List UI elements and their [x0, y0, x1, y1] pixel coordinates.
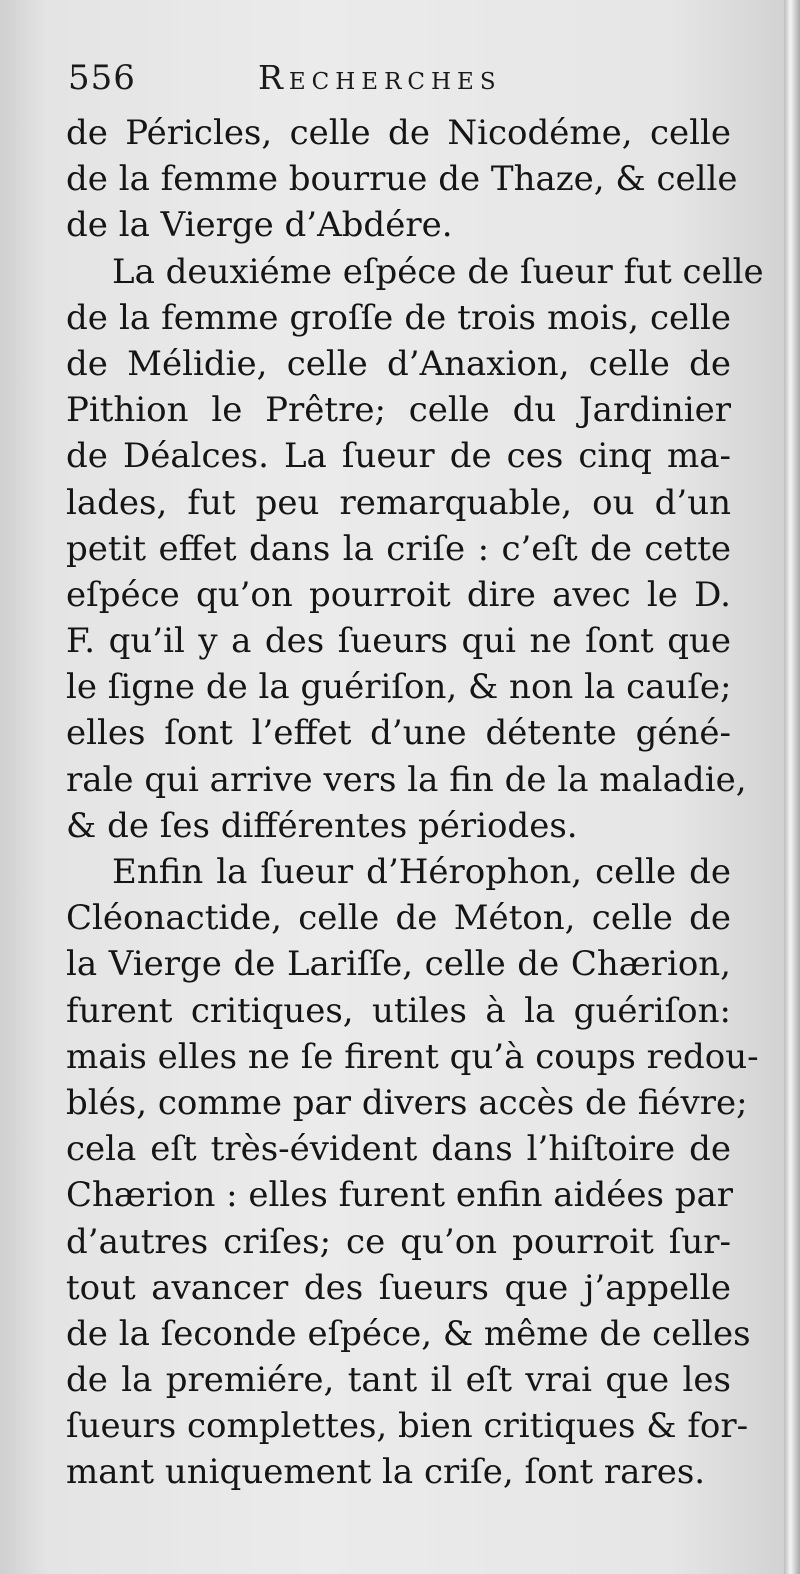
- text-line: cela eſt très-évident dans l’hiſtoire de: [66, 1129, 731, 1170]
- page-number: 556: [68, 58, 136, 98]
- text-line: mais elles ne ſe firent qu’à coups redou-: [66, 1036, 759, 1077]
- text-line: de Péricles, celle de Nicodéme, celle: [66, 113, 731, 153]
- text-line: de la premiére, tant il eſt vrai que les: [66, 1360, 731, 1401]
- text-line: le ſigne de la guériſon, & non la cauſe;: [66, 667, 732, 708]
- text-line: de Déalces. La ſueur de ces cinq ma-: [66, 436, 731, 477]
- text-line: blés, comme par divers accès de fiévre;: [66, 1082, 748, 1123]
- paragraph-first-line: La deuxiéme eſpéce de ſueur fut celle: [112, 251, 764, 292]
- text-line: elles ſont l’effet d’une détente géné-: [66, 713, 731, 754]
- text-line: & de ſes différentes périodes.: [66, 805, 578, 846]
- text-line: rale qui arrive vers la fin de la maladie,: [66, 759, 747, 800]
- text-line: de la femme groſſe de trois mois, celle: [66, 297, 731, 338]
- text-line: la Vierge de Lariſſe, celle de Chærion,: [66, 944, 731, 985]
- text-line: de Mélidie, celle d’Anaxion, celle de: [66, 343, 731, 384]
- text-line: lades, fut peu remarquable, ou d’un: [66, 482, 731, 523]
- text-line: de la Vierge d’Abdére.: [66, 205, 453, 246]
- paragraph-first-line: Enfin la ſueur d’Hérophon, celle de: [112, 852, 731, 892]
- text-line: petit effet dans la criſe : c’eſt de cette: [66, 528, 731, 569]
- binding-gutter: [784, 0, 800, 1574]
- text-line: tout avancer des ſueurs que j’appelle: [66, 1267, 731, 1308]
- text-line: F. qu’il y a des ſueurs qui ne ſont que: [66, 621, 731, 662]
- running-title: Recherches: [258, 58, 502, 97]
- text-line: de la femme bourrue de Thaze, & celle: [66, 159, 738, 200]
- text-line: d’autres criſes; ce qu’on pourroit ſur-: [66, 1221, 731, 1262]
- text-line: eſpéce qu’on pourroit dire avec le D.: [66, 574, 731, 615]
- text-line: Pithion le Prêtre; celle du Jardinier: [66, 390, 731, 431]
- body-text: [66, 110, 764, 1496]
- text-line: furent critiques, utiles à la guériſon:: [66, 990, 731, 1031]
- text-line: mant uniquement la criſe, ſont rares.: [66, 1452, 706, 1493]
- text-line: Cléonactide, celle de Méton, celle de: [66, 898, 731, 939]
- text-line: ſueurs complettes, bien critiques & for-: [66, 1406, 749, 1447]
- text-line: Chærion : elles furent enfin aidées par: [66, 1175, 734, 1216]
- text-line: de la ſeconde eſpéce, & même de celles: [66, 1313, 751, 1354]
- page-header: [68, 58, 728, 102]
